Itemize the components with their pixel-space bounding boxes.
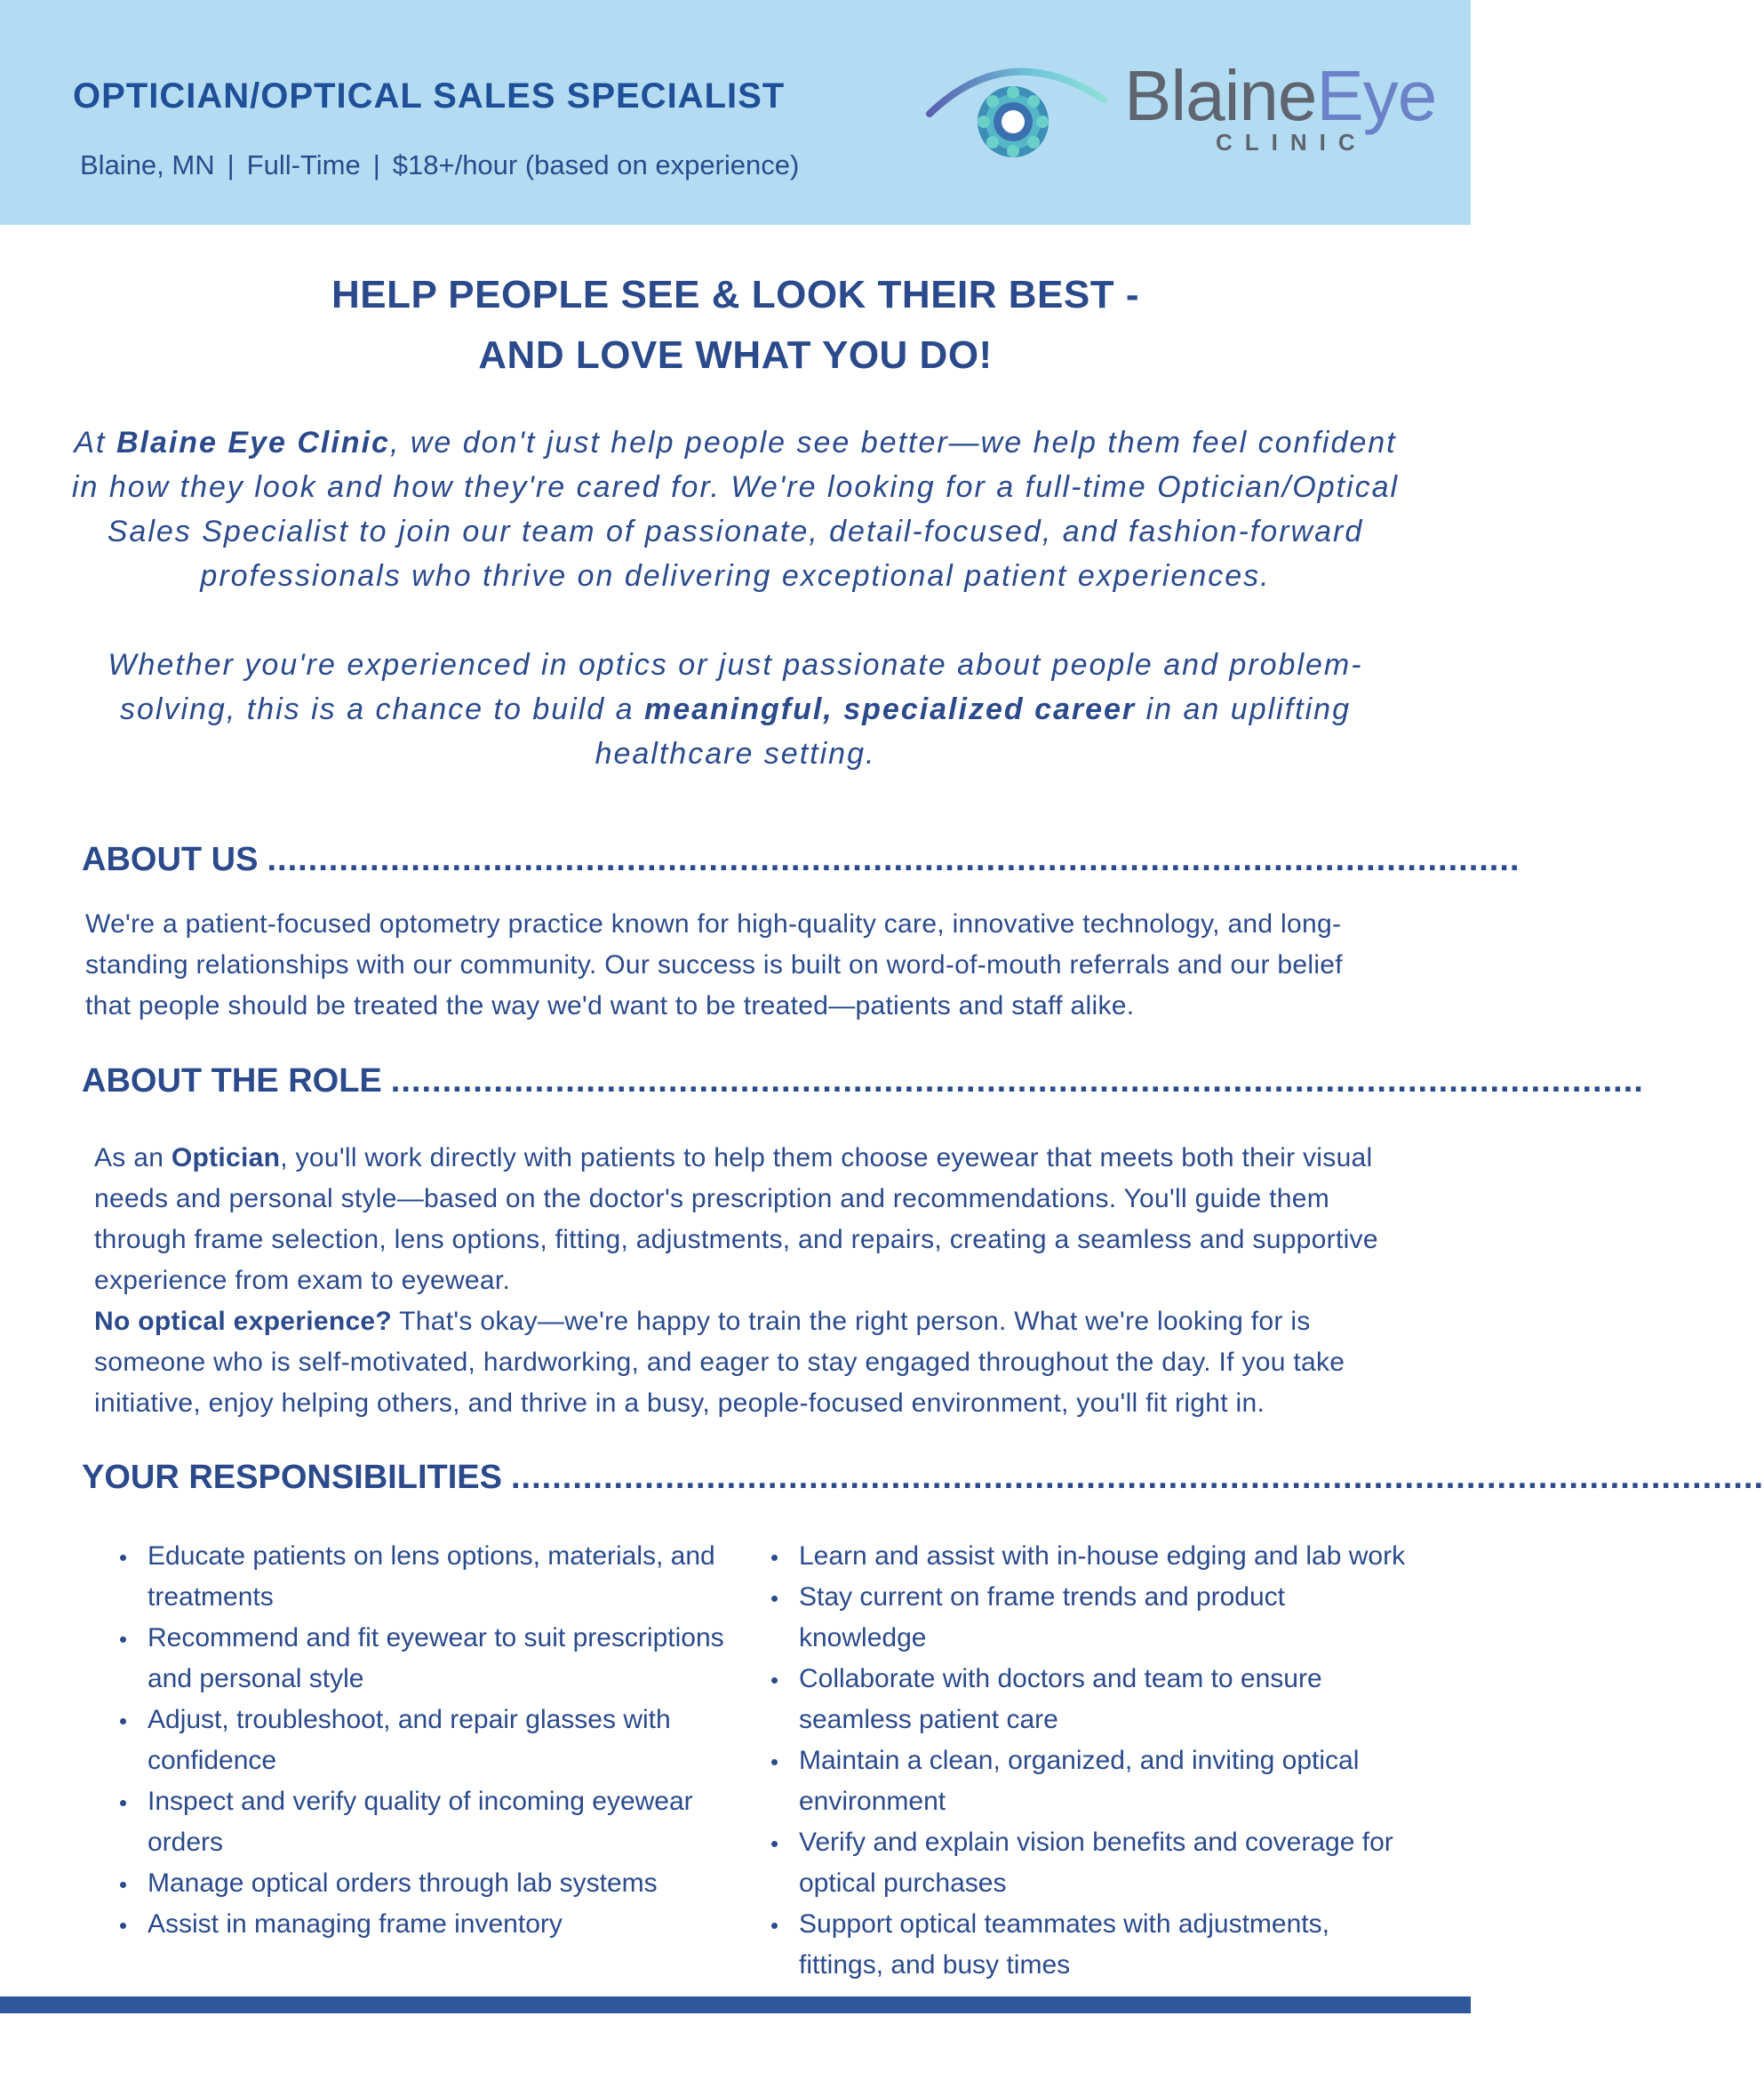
about-role-heading: ABOUT THE ROLE .......................................................................................................................... xyxy=(82,1062,1644,1100)
headline-line2: AND LOVE WHAT YOU DO! xyxy=(478,333,993,377)
about-role-paragraph-1: As an Optician, you'll work directly with patients to help them choose eyewear that meets both their visual needs and personal style—based on the doctor's prescription and recommendations. You'll guide them through frame selection, lens options, fitting, adjustments, and repairs, creating a seamless and supportive experience from exam to eyewear. xyxy=(94,1143,1378,1295)
list-item: • Support optical teammates with adjustments, fittings, and busy times xyxy=(790,1904,1412,1986)
list-item: • Educate patients on lens options, materials, and treatments xyxy=(139,1536,725,1618)
logo-wordmark: BlaineEye xyxy=(1124,56,1437,135)
footer-bar xyxy=(0,1996,1471,2013)
responsibilities-list-left xyxy=(107,1536,725,1945)
list-item: • Stay current on frame trends and product knowledge xyxy=(790,1577,1412,1659)
job-meta xyxy=(80,149,799,181)
eye-logo-icon xyxy=(924,46,1129,171)
intro-paragraph-2: Whether you're experienced in optics or just passionate about people and problem-solving, this is a chance to build a meaningful, specialized career in an uplifting healthcare setting. xyxy=(108,648,1363,771)
logo-subtitle: CLINIC xyxy=(1216,129,1368,156)
header-banner xyxy=(0,0,1471,225)
about-us-body: We're a patient-focused optometry practice known for high-quality care, innovative technology, and long-standing relationships with our community. Our success is built on word-of-mouth referrals and our belief that people should be treated the way we'd want to be treated—patients and staff alike. xyxy=(85,909,1343,1020)
job-pay: $18+/hour (based on experience) xyxy=(392,149,800,180)
about-us-heading: ABOUT US .......................................................................................................................... xyxy=(82,841,1521,878)
list-item: • Assist in managing frame inventory xyxy=(139,1904,725,1945)
job-location: Blaine, MN xyxy=(80,149,215,180)
meta-separator: | xyxy=(227,149,235,180)
list-item: • Maintain a clean, organized, and inviting optical environment xyxy=(790,1740,1412,1822)
meta-separator: | xyxy=(372,149,380,180)
list-item: • Recommend and fit eyewear to suit prescriptions and personal style xyxy=(139,1618,725,1700)
list-item: • Collaborate with doctors and team to ensure seamless patient care xyxy=(790,1659,1412,1740)
job-type: Full-Time xyxy=(246,149,361,180)
responsibilities-list-right xyxy=(758,1536,1412,1986)
list-item: • Adjust, troubleshoot, and repair glasses with confidence xyxy=(139,1700,725,1781)
job-title: OPTICIAN/OPTICAL SALES SPECIALIST xyxy=(73,76,786,116)
headline xyxy=(0,265,1471,386)
clinic-logo xyxy=(924,46,1449,171)
headline-line1: HELP PEOPLE SEE & LOOK THEIR BEST - xyxy=(331,273,1140,316)
responsibilities-heading: YOUR RESPONSIBILITIES .......................................................................................................................... xyxy=(82,1459,1764,1496)
about-role-paragraph-2: No optical experience? That's okay—we're happy to train the right person. What we're looking for is someone who is self-motivated, hardworking, and eager to stay engaged throughout the day. If you take initiative, enjoy helping others, and thrive in a busy, people-focused environment, you'll fit right in. xyxy=(94,1307,1345,1418)
about-role-body xyxy=(94,1138,1383,1424)
list-item: • Inspect and verify quality of incoming eyewear orders xyxy=(139,1781,725,1863)
list-item: • Manage optical orders through lab systems xyxy=(139,1863,725,1904)
list-item: • Verify and explain vision benefits and coverage for optical purchases xyxy=(790,1822,1412,1904)
intro-paragraph-1: At Blaine Eye Clinic, we don't just help people see better—we help them feel confident in how they look and how they're cared for. We're looking for a full-time Optician/Optical Sales Specialist to join our team of passionate, detail-focused, and fashion-forward professionals who thrive on delivering exceptional patient experiences. xyxy=(71,426,1400,593)
list-item: • Learn and assist with in-house edging and lab work xyxy=(790,1536,1412,1577)
